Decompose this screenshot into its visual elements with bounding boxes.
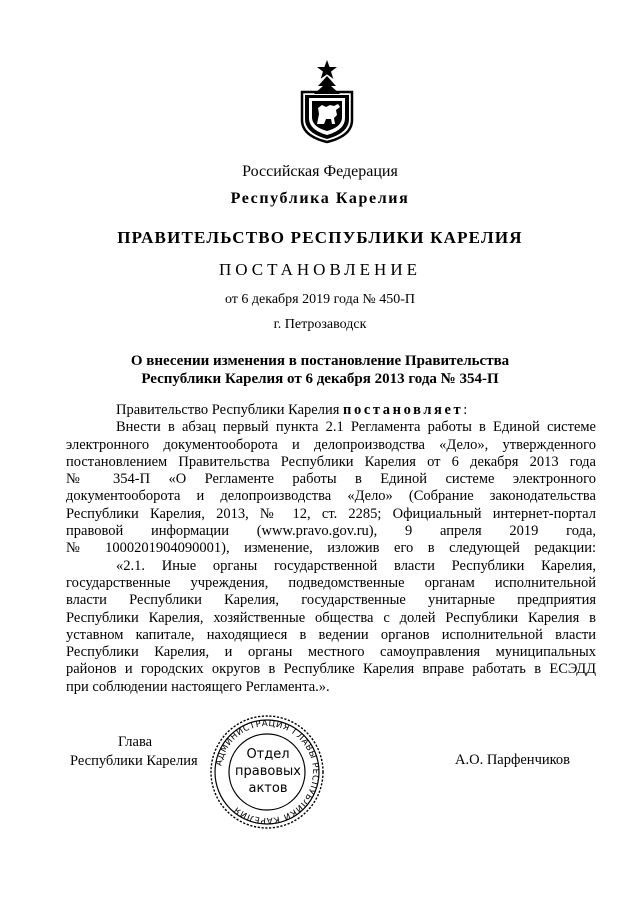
karelia-coat-of-arms-icon	[296, 58, 358, 144]
body-line: районов и городских округов в Республике Карелия вправе работать в ЕСЭДД	[66, 661, 596, 678]
official-stamp	[204, 714, 330, 830]
document-body	[66, 402, 596, 696]
document-subject	[0, 352, 640, 388]
stamp-center-line: Отдел	[246, 747, 290, 762]
subject-line: Республики Карелия от 6 декабря 2013 года № 354-П	[141, 371, 499, 387]
signatory-title-line: Республики Карелия	[70, 753, 198, 769]
paragraph-new-wording	[66, 558, 596, 696]
stamp-ring-text: АДМИНИСТРАЦИЯ ГЛАВЫ РЕСПУБЛИКИ КАРЕЛИЯ	[214, 718, 321, 826]
signatory-name: А.О. Парфенчиков	[455, 752, 571, 768]
body-line: электронного документооборота и делопроизводства «Дело», утвержденного	[66, 436, 596, 453]
intro-prefix: Правительство Республики Карелия	[116, 402, 344, 418]
stamp-center-line: актов	[248, 781, 288, 796]
signatory-title-line: Глава	[118, 734, 153, 750]
body-line: Республики Карелия, 2013, № 12, ст. 2285; Официальный интернет-портал	[66, 505, 596, 522]
document-date: от 6 декабря 2019 года № 450-П	[224, 292, 416, 307]
body-line: государственные учреждения, подведомственные органам исполнительной	[66, 574, 596, 591]
signatory-title	[70, 733, 220, 771]
body-line: № 354-П «О Регламенте работы в Единой системе электронного	[66, 471, 596, 488]
government-title: ПРАВИТЕЛЬСТВО РЕСПУБЛИКИ КАРЕЛИЯ	[117, 228, 523, 247]
body-line: власти Республики Карелия, государственные унитарные предприятия	[66, 592, 596, 609]
subject-line: О внесении изменения в постановление Правительства	[130, 353, 510, 369]
resolves-word: постановляет	[343, 402, 464, 418]
body-line: постановлением Правительства Республики Карелия от 6 декабря 2013 года	[66, 453, 596, 470]
body-line: Республики Карелия, и органы местного самоуправления муниципальных	[66, 644, 596, 661]
intro-paragraph	[66, 402, 596, 419]
body-line: Республики Карелия, хозяйственные общества с долей Республики Карелия в	[66, 609, 596, 626]
body-line: Внести в абзац первый пункта 2.1 Регламента работы в Единой системе	[116, 419, 596, 436]
body-line: документооборота и делопроизводства «Дело» (Собрание законодательства	[66, 488, 596, 505]
body-line: при соблюдении настоящего Регламента.».	[66, 678, 330, 695]
paragraph-amendment	[66, 419, 596, 557]
republic-name: Республика Карелия	[230, 190, 410, 207]
body-line: № 1000201904090001), изменение, изложив его в следующей редакции:	[66, 540, 596, 557]
document-type: ПОСТАНОВЛЕНИЕ	[218, 260, 421, 279]
body-line: правовой информации (www.pravo.gov.ru), 9 апреля 2019 года,	[66, 523, 596, 540]
body-line: «2.1. Иные органы государственной власти Республики Карелия,	[116, 557, 596, 574]
intro-suffix: :	[463, 402, 468, 418]
country-name: Российская Федерация	[242, 163, 398, 180]
body-line: уставном капитале, находящиеся в ведении органов исполнительной власти	[66, 626, 596, 643]
document-city: г. Петрозаводск	[273, 317, 367, 332]
stamp-center-line: правовых	[235, 764, 301, 779]
